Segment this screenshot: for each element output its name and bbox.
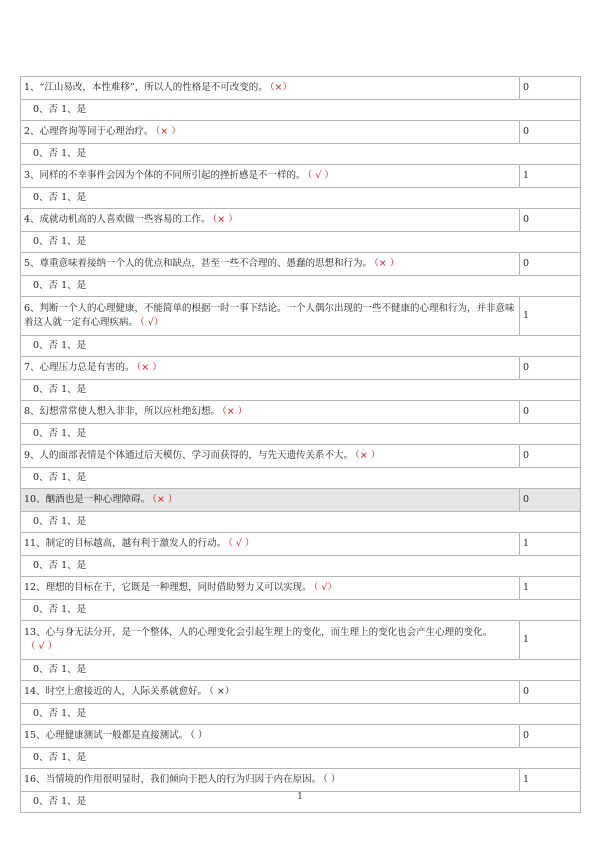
options-text: 0、否 1、是 bbox=[21, 188, 581, 209]
options-row bbox=[21, 188, 581, 209]
answer-mark: （× ） bbox=[374, 258, 400, 269]
question-cell bbox=[21, 769, 520, 792]
options-text: 0、否 1、是 bbox=[21, 704, 581, 725]
question-text: 6、判断一个人的心理健康，不能简单的根据一时一事下结论。一个人偶尔出现的一些不健康的心理和行为，并非意味着这人就一定有心理疾病。 bbox=[24, 303, 515, 328]
answer-value: 0 bbox=[520, 121, 581, 144]
question-text: 7、心理压力总是有害的。 bbox=[24, 362, 135, 373]
options-text: 0、否 1、是 bbox=[21, 276, 581, 297]
question-row bbox=[21, 621, 581, 660]
page-number: 1 bbox=[297, 792, 303, 802]
question-cell bbox=[21, 621, 520, 660]
answer-value: 1 bbox=[520, 297, 581, 336]
question-cell bbox=[21, 357, 520, 380]
answer-mark: （×） bbox=[269, 82, 292, 93]
question-text: 10、酗酒也是一种心理障碍。 bbox=[24, 494, 151, 505]
question-text: 12、理想的目标在于，它既是一种理想，同时借助努力又可以实现。 bbox=[24, 582, 312, 593]
answer-value: 1 bbox=[520, 769, 581, 792]
options-text: 0、否 1、是 bbox=[21, 748, 581, 769]
question-row bbox=[21, 489, 581, 512]
answer-value: 1 bbox=[520, 533, 581, 556]
question-cell bbox=[21, 489, 520, 512]
options-text: 0、否 1、是 bbox=[21, 100, 581, 121]
question-row bbox=[21, 121, 581, 144]
question-cell bbox=[21, 401, 520, 424]
answer-mark: （ √） bbox=[313, 582, 337, 593]
answer-value: 0 bbox=[520, 725, 581, 748]
answer-mark: （ √ ） bbox=[307, 170, 334, 181]
question-row bbox=[21, 165, 581, 188]
question-text: 14、时空上愈接近的人，人际关系就愈好。 bbox=[24, 686, 208, 697]
question-cell bbox=[21, 297, 520, 336]
options-row bbox=[21, 276, 581, 297]
answer-value: 0 bbox=[520, 489, 581, 512]
question-cell bbox=[21, 165, 520, 188]
answer-mark: （× ） bbox=[152, 494, 178, 505]
question-row bbox=[21, 577, 581, 600]
options-row bbox=[21, 100, 581, 121]
answer-value: 0 bbox=[520, 401, 581, 424]
question-text: 4、成就动机高的人喜欢做一些容易的工作。 bbox=[24, 214, 211, 225]
question-row bbox=[21, 445, 581, 468]
options-text: 0、否 1、是 bbox=[21, 556, 581, 577]
question-cell bbox=[21, 533, 520, 556]
question-cell bbox=[21, 681, 520, 704]
answer-mark: （× ） bbox=[212, 214, 238, 225]
options-text: 0、否 1、是 bbox=[21, 600, 581, 621]
answer-mark: （× ） bbox=[355, 450, 381, 461]
options-row bbox=[21, 512, 581, 533]
options-text: 0、否 1、是 bbox=[21, 792, 581, 813]
answer-value: 0 bbox=[520, 253, 581, 276]
answer-mark: （ ） bbox=[323, 774, 341, 785]
question-row bbox=[21, 681, 581, 704]
answer-value: 1 bbox=[520, 577, 581, 600]
quiz-body bbox=[21, 77, 581, 813]
options-row bbox=[21, 232, 581, 253]
options-row bbox=[21, 380, 581, 401]
question-text: 5、尊重意味着接纳一个人的优点和缺点，甚至一些不合理的、愚蠢的思想和行为。 bbox=[24, 258, 373, 269]
question-text: 2、心理咨询等同于心理治疗。 bbox=[24, 126, 154, 137]
answer-value: 0 bbox=[520, 209, 581, 232]
question-text: 9、人的面部表情是个体通过后天模仿、学习而获得的，与先天遗传关系不大。 bbox=[24, 450, 354, 461]
question-row bbox=[21, 725, 581, 748]
options-row bbox=[21, 144, 581, 165]
answer-mark: （× ） bbox=[222, 406, 248, 417]
options-row bbox=[21, 660, 581, 681]
answer-value: 1 bbox=[520, 621, 581, 660]
answer-value: 0 bbox=[520, 357, 581, 380]
question-text: 8、幻想常常使人想入非非，所以应杜绝幻想。 bbox=[24, 406, 221, 417]
question-cell bbox=[21, 121, 520, 144]
options-row bbox=[21, 748, 581, 769]
question-cell bbox=[21, 577, 520, 600]
question-row bbox=[21, 209, 581, 232]
answer-mark: （ ×） bbox=[209, 686, 235, 697]
options-text: 0、否 1、是 bbox=[21, 512, 581, 533]
options-text: 0、否 1、是 bbox=[21, 336, 581, 357]
options-text: 0、否 1、是 bbox=[21, 232, 581, 253]
options-row bbox=[21, 704, 581, 725]
question-cell bbox=[21, 445, 520, 468]
options-row bbox=[21, 468, 581, 489]
answer-value: 0 bbox=[520, 681, 581, 704]
question-text: 11、制定的目标越高，越有利于激发人的行动。 bbox=[24, 538, 227, 549]
answer-value: 0 bbox=[520, 445, 581, 468]
options-row bbox=[21, 336, 581, 357]
answer-mark: （ √ ） bbox=[26, 641, 58, 652]
question-row bbox=[21, 297, 581, 336]
answer-mark: （× ） bbox=[136, 362, 162, 373]
options-text: 0、否 1、是 bbox=[21, 380, 581, 401]
question-text: 16、当情境的作用很明显时，我们倾向于把人的行为归因于内在原因。 bbox=[24, 774, 322, 785]
options-text: 0、否 1、是 bbox=[21, 144, 581, 165]
answer-value: 0 bbox=[520, 77, 581, 100]
answer-mark: （ √ ） bbox=[228, 538, 255, 549]
question-row bbox=[21, 401, 581, 424]
options-row bbox=[21, 600, 581, 621]
answer-mark: （× ） bbox=[155, 126, 181, 137]
question-text: 1、“江山易改，本性难移”，所以人的性格是不可改变的。 bbox=[24, 82, 268, 93]
question-row bbox=[21, 533, 581, 556]
question-row bbox=[21, 357, 581, 380]
options-text: 0、否 1、是 bbox=[21, 660, 581, 681]
question-cell bbox=[21, 253, 520, 276]
answer-value: 1 bbox=[520, 165, 581, 188]
question-cell bbox=[21, 209, 520, 232]
options-row bbox=[21, 424, 581, 445]
answer-mark: （ ） bbox=[190, 730, 208, 741]
question-row bbox=[21, 253, 581, 276]
quiz-table bbox=[20, 76, 581, 813]
options-row bbox=[21, 556, 581, 577]
question-text: 15、心理健康测试一般都是直接测试。 bbox=[24, 730, 189, 741]
question-cell bbox=[21, 77, 520, 100]
question-text: 13、心与身无法分开，是一个整体，人的心理变化会引起生理上的变化，而生理上的变化也会产生心理的变化。 bbox=[24, 627, 493, 638]
question-cell bbox=[21, 725, 520, 748]
options-text: 0、否 1、是 bbox=[21, 424, 581, 445]
options-text: 0、否 1、是 bbox=[21, 468, 581, 489]
question-row bbox=[21, 77, 581, 100]
answer-mark: （ √） bbox=[140, 317, 164, 328]
question-row bbox=[21, 769, 581, 792]
question-text: 3、同样的不幸事件会因为个体的不同所引起的挫折感是不一样的。 bbox=[24, 170, 306, 181]
